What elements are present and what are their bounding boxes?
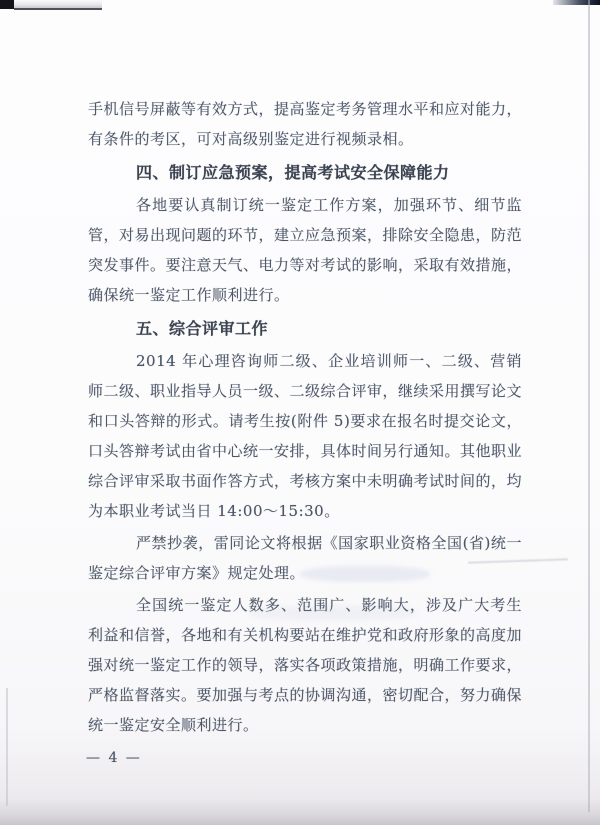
body-paragraph: 全国统一鉴定人数多、范围广、影响大，涉及广大考生利益和信誉，各地和有关机构要站在维护党和政府形象的高度加强对统一鉴定工作的领导，落实各项政策措施，明确工作要求，严格监督落实。要加强与考点的协调沟通，密切配合，努力确保统一鉴定安全顺利进行。 [88, 596, 523, 734]
page-number: — 4 — [86, 750, 142, 766]
body-paragraph: 手机信号屏蔽等有效方式，提高鉴定考务管理水平和应对能力，有条件的考区，可对高级别鉴定进行视频录相。 [88, 100, 523, 148]
body-paragraph: 各地要认真制订统一鉴定工作方案，加强环节、细节监管，对易出现问题的环节，建立应急预案，排除安全隐患，防范突发事件。要注意天气、电力等对考试的影响，采取有效措施，确保统一鉴定工作顺利进行。 [88, 196, 523, 304]
body-paragraph: 2014 年心理咨询师二级、企业培训师一、二级、营销师二级、职业指导人员一级、二级综合评审，继续采用撰写论文和口头答辩的形式。请考生按(附件 5)要求在报名时提交论文，口头答辩考试由省中心统一安排，具体时间另行通知。其他职业综合评审采取书面作答方式，考核方案中未明确考试时间的，均为本职业考试当日 14:00～15:30。 [88, 352, 523, 520]
scan-bottom-shadow [0, 799, 600, 825]
section-heading: 五、综合评审工作 [136, 319, 269, 338]
body-paragraph: 严禁抄袭，雷同论文将根据《国家职业资格全国(省)统一鉴定综合评审方案》规定处理。 [88, 534, 522, 582]
section-heading: 四、制订应急预案，提高考试安全保障能力 [136, 163, 450, 182]
